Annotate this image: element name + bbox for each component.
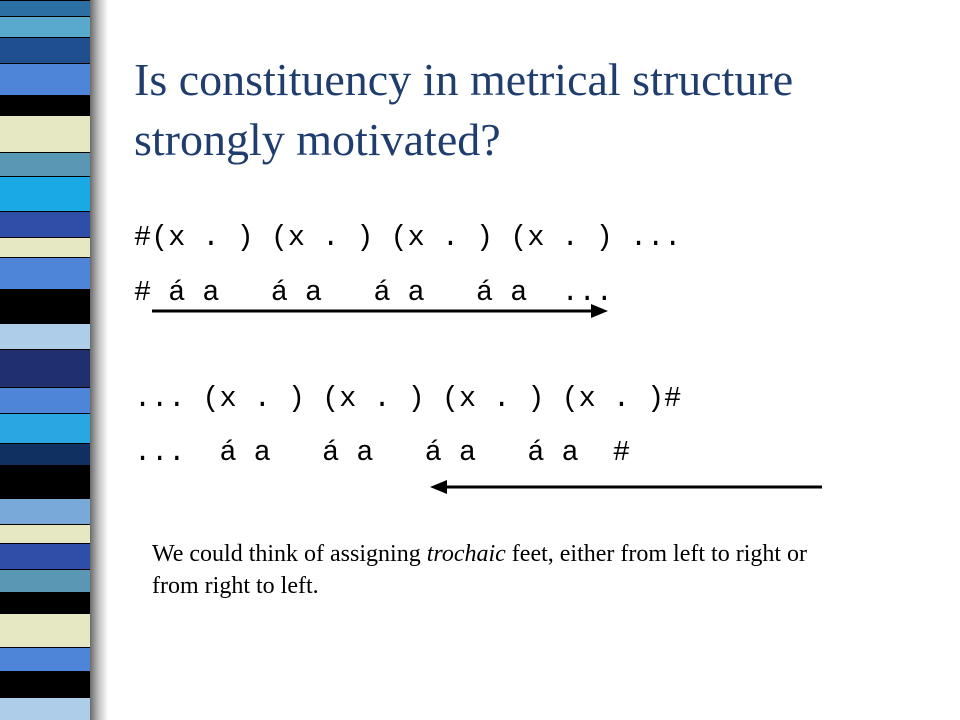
syllable-row-forward: # á a á a á a á a ... [134,276,613,309]
caption-emphasis: trochaic [426,541,506,567]
slide-title: Is constituency in metrical structure strongly motivated? [134,54,794,165]
feet-row-forward: #(x . ) (x . ) (x . ) (x . ) ... [134,221,682,254]
caption-text-start: We could think of assigning [152,541,427,567]
right-to-left-arrow [430,480,822,494]
caption [152,538,852,602]
feet-row-backward: ... (x . ) (x . ) (x . ) (x . )# [134,382,682,415]
caption-text-end: feet, either from left to right or from right to left. [152,541,808,599]
syllable-row-backward: ... á a á a á a á a # [134,436,630,469]
left-to-right-arrow [152,304,608,318]
